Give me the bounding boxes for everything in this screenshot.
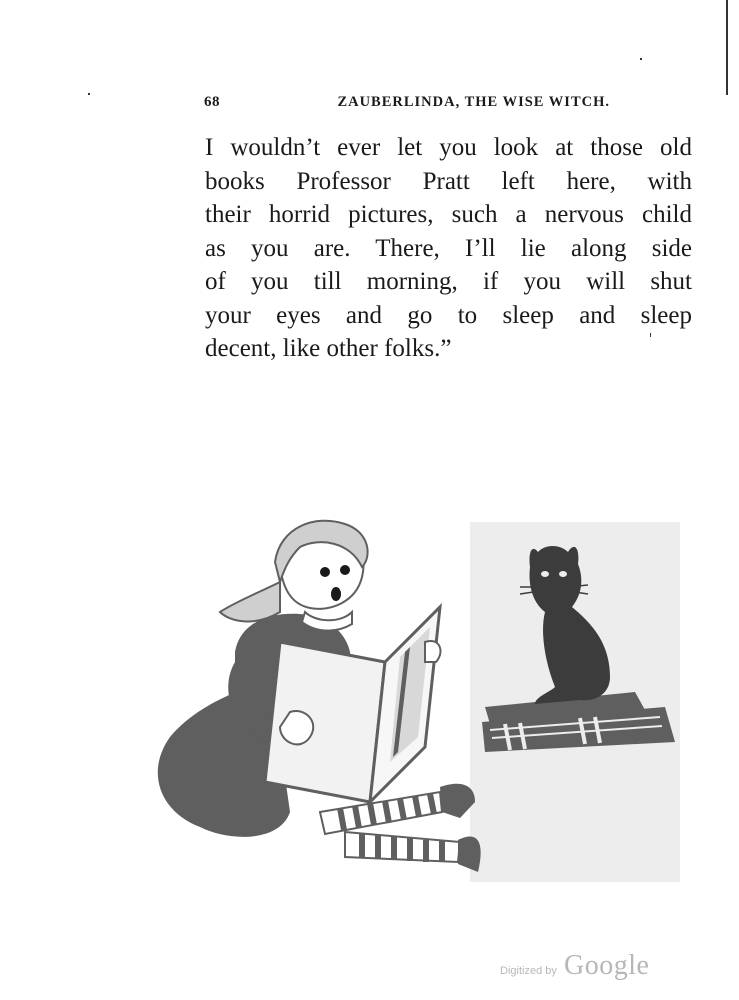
digitized-by-label: Digitized by bbox=[500, 965, 557, 977]
body-line: of you till morning, if you will shut bbox=[205, 268, 692, 295]
body-line: their horrid pictures, such a nervous child bbox=[205, 201, 692, 228]
running-title: ZAUBERLINDA, THE WISE WITCH. bbox=[337, 94, 610, 110]
scan-speck bbox=[88, 93, 90, 95]
running-head bbox=[204, 94, 610, 116]
google-logo: Google bbox=[564, 950, 650, 981]
body-line: decent, like other folks.” bbox=[205, 335, 452, 362]
scan-speck bbox=[640, 58, 642, 60]
body-line: as you are. There, I’ll lie along side bbox=[205, 234, 692, 262]
scan-speck bbox=[650, 333, 651, 337]
hand bbox=[425, 641, 440, 662]
body-line: I wouldn’t ever let you look at those old bbox=[205, 134, 692, 161]
girl-reading-with-cat-illustration bbox=[140, 512, 680, 892]
body-paragraph bbox=[205, 131, 692, 366]
scan-edge-mark bbox=[726, 0, 728, 95]
body-line: books Professor Pratt left here, with bbox=[205, 167, 692, 195]
google-watermark bbox=[500, 950, 660, 984]
page-number: 68 bbox=[204, 94, 220, 110]
body-line: your eyes and go to sleep and sleep bbox=[205, 301, 692, 329]
